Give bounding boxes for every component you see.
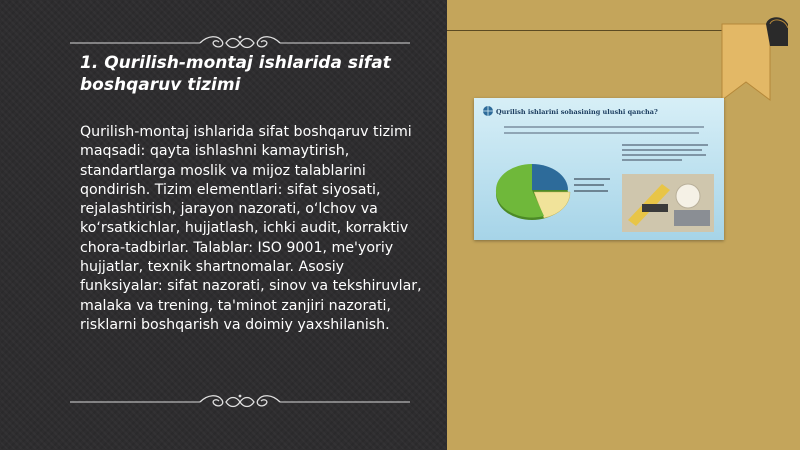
- pie-legend: [574, 178, 614, 196]
- image-heading: Qurilish ishlarini sohasining ulushi qancha?: [496, 108, 658, 116]
- scroll-ornament-icon: [70, 33, 410, 53]
- bookmark-ribbon-icon: [718, 16, 798, 106]
- slide-body-text: Qurilish-montaj ishlarida sifat boshqaruv tizimi maqsadi: qayta ishlashni kamaytirish, standartlarga moslik va mijoz talablarini qondirish. Tizim elementlari: sifat siyosati, rejalashtirish, jarayon nazorati, o‘lchov va ko‘rsatkichlar, hujjatlash, ichki audit, korraktiv chora-tadbirlar. Talablar: ISO 9001, me'yoriy hujjatlar, texnik shartnomalar. Asosiy funksiyalar: sifat nazorati, sinov va tekshiruvlar, malaka va trening, ta'minot zanjiri nazorati, risklarni boshqarish va doimiy yaxshilanish.: [80, 124, 422, 333]
- image-text-lines: [504, 126, 714, 138]
- image-notes: [622, 144, 712, 164]
- construction-photo: [622, 174, 714, 232]
- embedded-slide-image: [474, 98, 724, 240]
- scroll-ornament-icon: [70, 392, 410, 412]
- pie-chart-image: [492, 160, 572, 222]
- construction-tools-icon: [622, 174, 714, 232]
- slide-title: 1. Qurilish-montaj ishlarida sifat boshqaruv tizimi: [80, 53, 391, 95]
- globe-icon: [482, 105, 494, 117]
